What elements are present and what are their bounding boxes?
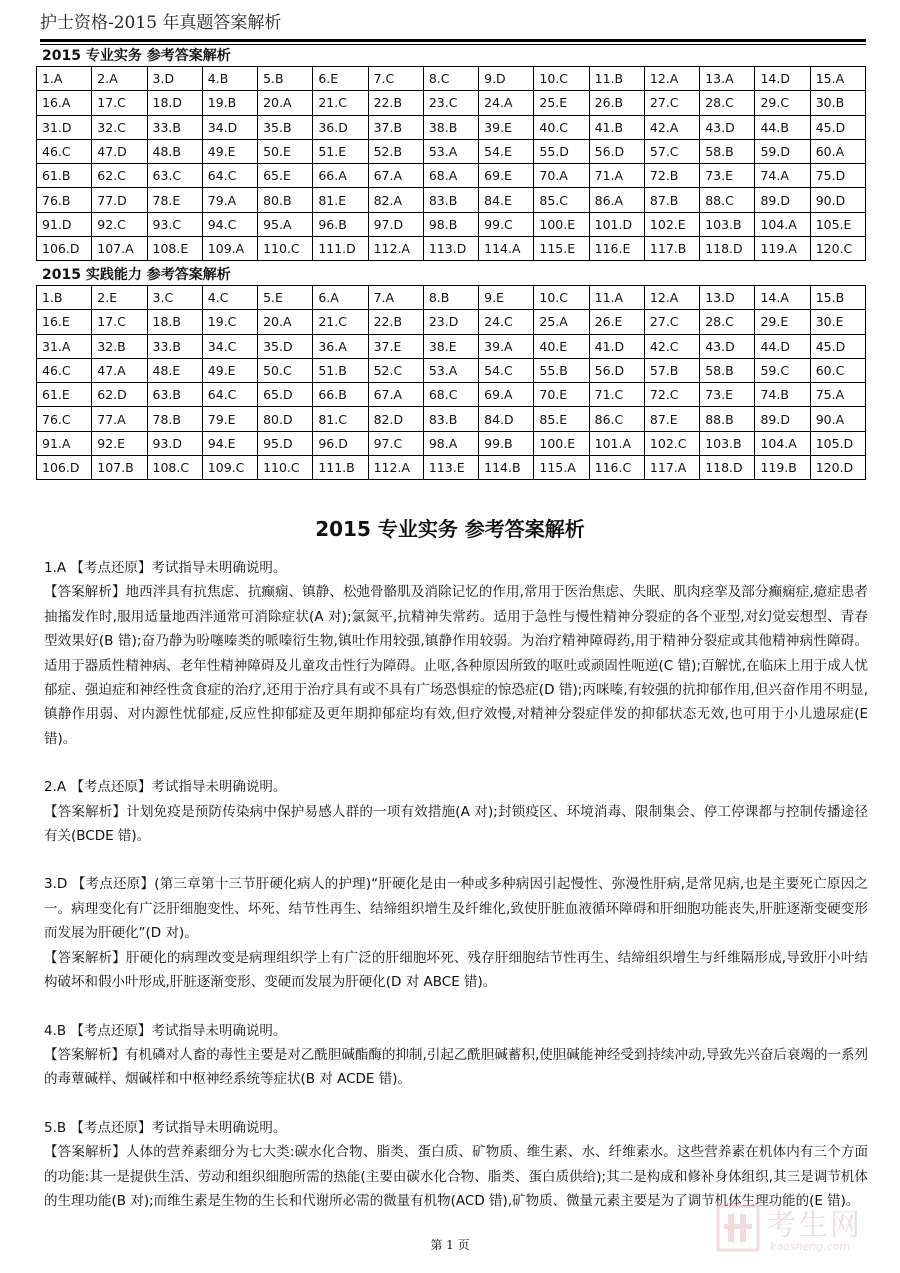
answer-cell: 48.E xyxy=(147,358,202,382)
answer-row xyxy=(37,212,866,236)
answer-cell: 50.E xyxy=(258,139,313,163)
answer-cell: 35.B xyxy=(258,115,313,139)
answer-cell: 57.B xyxy=(644,358,699,382)
explanation-analysis: 【答案解析】地西泮具有抗焦虑、抗癫痫、镇静、松弛骨骼肌及消除记忆的作用,常用于医治焦虑、失眠、肌肉痉挛及部分癫痫症,癔症患者抽搐发作时,服用适量地西泮通常可消除症状(A 对);氯氮平,抗精神失常药。适用于急性与慢性精神分裂症的各个亚型,对幻觉妄想型、青春型效果好(B 错);奋乃静为吩噻嗪类的哌嗪衍生物,镇吐作用较强,镇静作用较弱。为治疗精神障碍药,用于精神分裂症或其他精神病性障碍。适用于器质性精神病、老年性精神障碍及儿童攻击性行为障碍。止呕,各种原因所致的呕吐或顽固性呃逆(C 错);百解忧,在临床上用于成人忧郁症、强迫症和神经性贪食症的治疗,还用于治疗具有或不具有广场恐惧症的惊恐症(D 错);丙咪嗪,有较强的抗抑郁作用,但兴奋作用不明显,镇静作用弱、对内源性忧郁症,反应性抑郁症及更年期抑郁症均有效,但疗效慢,对精神分裂症伴发的抑郁状态无效,也可用于小儿遗尿症(E 错)。 xyxy=(44,584,868,747)
answer-cell: 67.A xyxy=(368,164,423,188)
explanation-item xyxy=(44,1116,868,1214)
watermark-text: 考生网 xyxy=(766,1208,862,1243)
watermark-logo-icon xyxy=(716,1204,760,1252)
answer-cell: 101.D xyxy=(589,212,644,236)
answer-cell: 32.C xyxy=(92,115,147,139)
answer-cell: 99.B xyxy=(479,431,534,455)
answer-cell: 40.C xyxy=(534,115,589,139)
answer-cell: 96.B xyxy=(313,212,368,236)
answer-cell: 72.B xyxy=(644,164,699,188)
answer-cell: 59.D xyxy=(755,139,810,163)
answer-cell: 88.C xyxy=(700,188,755,212)
answer-cell: 64.C xyxy=(202,383,257,407)
answer-cell: 107.A xyxy=(92,237,147,261)
explanation-item xyxy=(44,556,868,751)
answer-cell: 115.E xyxy=(534,237,589,261)
answer-cell: 8.B xyxy=(423,286,478,310)
answer-cell: 19.B xyxy=(202,91,257,115)
answer-cell: 37.E xyxy=(368,334,423,358)
answer-cell: 36.A xyxy=(313,334,368,358)
answer-cell: 31.A xyxy=(37,334,92,358)
page-number: 第 1 页 xyxy=(430,1238,470,1252)
answer-cell: 23.C xyxy=(423,91,478,115)
watermark xyxy=(716,1200,896,1260)
answer-cell: 17.C xyxy=(92,310,147,334)
answer-row xyxy=(37,139,866,163)
answer-cell: 18.D xyxy=(147,91,202,115)
answer-cell: 96.D xyxy=(313,431,368,455)
answer-cell: 110.C xyxy=(258,456,313,480)
answer-cell: 24.A xyxy=(479,91,534,115)
answer-cell: 116.E xyxy=(589,237,644,261)
answer-cell: 103.B xyxy=(700,212,755,236)
answer-cell: 27.C xyxy=(644,91,699,115)
answer-cell: 61.B xyxy=(37,164,92,188)
answer-cell: 83.B xyxy=(423,407,478,431)
answer-cell: 57.C xyxy=(644,139,699,163)
answer-cell: 49.E xyxy=(202,139,257,163)
answer-cell: 112.A xyxy=(368,237,423,261)
section1-answer-table xyxy=(36,66,866,261)
answer-cell: 39.E xyxy=(479,115,534,139)
answer-cell: 95.D xyxy=(258,431,313,455)
answer-cell: 68.C xyxy=(423,383,478,407)
answer-cell: 62.D xyxy=(92,383,147,407)
answer-cell: 8.C xyxy=(423,67,478,91)
section2-title: 2015 实践能力 参考答案解析 xyxy=(42,267,231,283)
answer-cell: 20.A xyxy=(258,310,313,334)
answer-cell: 14.A xyxy=(755,286,810,310)
answer-cell: 71.C xyxy=(589,383,644,407)
answer-cell: 114.A xyxy=(479,237,534,261)
answer-cell: 67.A xyxy=(368,383,423,407)
answer-cell: 73.E xyxy=(700,383,755,407)
answer-cell: 11.A xyxy=(589,286,644,310)
answer-cell: 51.E xyxy=(313,139,368,163)
answer-cell: 53.A xyxy=(423,139,478,163)
answer-cell: 95.A xyxy=(258,212,313,236)
answer-cell: 97.D xyxy=(368,212,423,236)
answer-cell: 102.C xyxy=(644,431,699,455)
answer-row xyxy=(37,91,866,115)
explanation-item xyxy=(44,775,868,848)
answer-cell: 63.B xyxy=(147,383,202,407)
answer-cell: 59.C xyxy=(755,358,810,382)
explanation-item xyxy=(44,1019,868,1092)
answer-cell: 21.C xyxy=(313,310,368,334)
explanation-analysis: 【答案解析】人体的营养素细分为七大类:碳水化合物、脂类、蛋白质、矿物质、维生素、水、纤维素水。这些营养素在机体内有三个方面的功能:其一是提供生活、劳动和组织细胞所需的热能(主要由碳水化合物、脂类、蛋白质供给);其二是构成和修补身体组织,其三是调节机体的生理功能(B 对);而维生素是生物的生长和代谢所必需的微量有机物(ACD 错),矿物质、微量元素主要是为了调节机体生理功能的(E 错)。 xyxy=(44,1144,868,1209)
answer-cell: 2.E xyxy=(92,286,147,310)
answer-cell: 106.D xyxy=(37,237,92,261)
answer-cell: 105.E xyxy=(810,212,865,236)
answer-cell: 104.A xyxy=(755,431,810,455)
answer-cell: 50.C xyxy=(258,358,313,382)
answer-cell: 82.A xyxy=(368,188,423,212)
answer-cell: 22.B xyxy=(368,91,423,115)
answer-row xyxy=(37,237,866,261)
answer-cell: 15.B xyxy=(810,286,865,310)
answer-cell: 52.C xyxy=(368,358,423,382)
answer-cell: 66.B xyxy=(313,383,368,407)
answer-cell: 99.C xyxy=(479,212,534,236)
answer-cell: 70.A xyxy=(534,164,589,188)
answer-cell: 94.E xyxy=(202,431,257,455)
answer-cell: 81.E xyxy=(313,188,368,212)
answer-cell: 58.B xyxy=(700,358,755,382)
answer-cell: 14.D xyxy=(755,67,810,91)
answer-cell: 119.B xyxy=(755,456,810,480)
answer-cell: 41.D xyxy=(589,334,644,358)
answer-cell: 118.D xyxy=(700,237,755,261)
answer-cell: 33.B xyxy=(147,334,202,358)
answer-cell: 80.B xyxy=(258,188,313,212)
answer-cell: 26.E xyxy=(589,310,644,334)
answer-cell: 91.D xyxy=(37,212,92,236)
answer-cell: 58.B xyxy=(700,139,755,163)
answer-cell: 7.C xyxy=(368,67,423,91)
answer-cell: 12.A xyxy=(644,67,699,91)
answer-cell: 33.B xyxy=(147,115,202,139)
watermark-subtext: kaosheng.com xyxy=(770,1240,851,1253)
answer-cell: 3.D xyxy=(147,67,202,91)
answer-cell: 103.B xyxy=(700,431,755,455)
answer-cell: 114.B xyxy=(479,456,534,480)
answer-cell: 2.A xyxy=(92,67,147,91)
answer-cell: 75.A xyxy=(810,383,865,407)
answer-cell: 88.B xyxy=(700,407,755,431)
answer-cell: 61.E xyxy=(37,383,92,407)
answer-cell: 11.B xyxy=(589,67,644,91)
answer-cell: 65.E xyxy=(258,164,313,188)
answer-cell: 75.D xyxy=(810,164,865,188)
answer-cell: 109.A xyxy=(202,237,257,261)
answer-cell: 105.D xyxy=(810,431,865,455)
answer-cell: 28.C xyxy=(700,91,755,115)
answer-cell: 73.E xyxy=(700,164,755,188)
answer-cell: 113.E xyxy=(423,456,478,480)
answer-cell: 65.D xyxy=(258,383,313,407)
answer-cell: 17.C xyxy=(92,91,147,115)
answer-cell: 69.A xyxy=(479,383,534,407)
answer-cell: 90.D xyxy=(810,188,865,212)
explanation-point: 5.B 【考点还原】考试指导未明确说明。 xyxy=(44,1119,287,1136)
answer-cell: 78.B xyxy=(147,407,202,431)
answer-row xyxy=(37,188,866,212)
answer-cell: 37.B xyxy=(368,115,423,139)
answer-cell: 41.B xyxy=(589,115,644,139)
explanation-analysis: 【答案解析】计划免疫是预防传染病中保护易感人群的一项有效措施(A 对);封锁疫区、环境消毒、限制集会、停工停课都与控制传播途径有关(BCDE 错)。 xyxy=(44,803,868,845)
answer-cell: 78.E xyxy=(147,188,202,212)
answer-cell: 18.B xyxy=(147,310,202,334)
answer-cell: 24.C xyxy=(479,310,534,334)
answer-cell: 74.A xyxy=(755,164,810,188)
answer-cell: 30.E xyxy=(810,310,865,334)
answer-cell: 36.D xyxy=(313,115,368,139)
answer-cell: 27.C xyxy=(644,310,699,334)
answer-cell: 39.A xyxy=(479,334,534,358)
answer-cell: 1.A xyxy=(37,67,92,91)
answer-cell: 116.C xyxy=(589,456,644,480)
answer-cell: 42.C xyxy=(644,334,699,358)
explanation-analysis: 【答案解析】肝硬化的病理改变是病理组织学上有广泛的肝细胞坏死、残存肝细胞结节性再生、结缔组织增生与纤维隔形成,导致肝小叶结构破坏和假小叶形成,肝脏逐渐变形、变硬而发展为肝硬化(D 对 ABCE 错)。 xyxy=(44,949,868,991)
answer-cell: 28.C xyxy=(700,310,755,334)
answer-cell: 13.D xyxy=(700,286,755,310)
answer-row xyxy=(37,431,866,455)
answer-cell: 79.E xyxy=(202,407,257,431)
answer-cell: 90.A xyxy=(810,407,865,431)
answer-cell: 82.D xyxy=(368,407,423,431)
answer-cell: 10.C xyxy=(534,67,589,91)
answer-cell: 4.C xyxy=(202,286,257,310)
answer-cell: 56.D xyxy=(589,358,644,382)
answer-cell: 120.C xyxy=(810,237,865,261)
answer-cell: 100.E xyxy=(534,431,589,455)
answer-cell: 9.E xyxy=(479,286,534,310)
answer-cell: 34.D xyxy=(202,115,257,139)
answer-cell: 29.E xyxy=(755,310,810,334)
answer-cell: 22.B xyxy=(368,310,423,334)
answer-cell: 10.C xyxy=(534,286,589,310)
answer-cell: 7.A xyxy=(368,286,423,310)
answer-cell: 35.D xyxy=(258,334,313,358)
answer-row xyxy=(37,358,866,382)
answer-cell: 77.D xyxy=(92,188,147,212)
answer-row xyxy=(37,164,866,188)
answer-cell: 38.B xyxy=(423,115,478,139)
answer-cell: 89.D xyxy=(755,188,810,212)
answer-cell: 86.C xyxy=(589,407,644,431)
answer-cell: 9.D xyxy=(479,67,534,91)
answer-cell: 55.D xyxy=(534,139,589,163)
answer-cell: 16.A xyxy=(37,91,92,115)
answer-cell: 45.D xyxy=(810,115,865,139)
answer-cell: 98.A xyxy=(423,431,478,455)
answer-row xyxy=(37,310,866,334)
answer-cell: 87.E xyxy=(644,407,699,431)
answer-cell: 5.E xyxy=(258,286,313,310)
answer-cell: 115.A xyxy=(534,456,589,480)
answer-cell: 101.A xyxy=(589,431,644,455)
explanation-point: 3.D 【考点还原】(第三章第十三节肝硬化病人的护理)“肝硬化是由一种或多种病因引起慢性、弥漫性肝病,是常见病,也是主要死亡原因之一。病理变化有广泛肝细胞变性、坏死、结节性再生、结缔组织增生及纤维化,致使肝脏血液循环障碍和肝细胞功能丧失,肝脏逐渐变硬变形而发展为肝硬化”(D 对)。 xyxy=(44,876,868,942)
answer-cell: 79.A xyxy=(202,188,257,212)
answer-cell: 43.D xyxy=(700,334,755,358)
explanation-analysis: 【答案解析】有机磷对人畜的毒性主要是对乙酰胆碱酯酶的抑制,引起乙酰胆碱蓄积,使胆碱能神经受到持续冲动,导致先兴奋后衰竭的一系列的毒蕈碱样、烟碱样和中枢神经系统等症状(B 对 ACDE 错)。 xyxy=(44,1046,868,1088)
main-title: 2015 专业实务 参考答案解析 xyxy=(315,517,585,541)
answer-cell: 38.E xyxy=(423,334,478,358)
answer-cell: 62.C xyxy=(92,164,147,188)
answer-cell: 48.B xyxy=(147,139,202,163)
answer-cell: 84.E xyxy=(479,188,534,212)
explanation-point: 4.B 【考点还原】考试指导未明确说明。 xyxy=(44,1022,287,1039)
answer-cell: 51.B xyxy=(313,358,368,382)
explanations xyxy=(44,556,868,1237)
answer-cell: 13.A xyxy=(700,67,755,91)
answer-cell: 45.D xyxy=(810,334,865,358)
answer-cell: 70.E xyxy=(534,383,589,407)
answer-cell: 119.A xyxy=(755,237,810,261)
answer-cell: 84.D xyxy=(479,407,534,431)
answer-row xyxy=(37,115,866,139)
answer-cell: 46.C xyxy=(37,139,92,163)
answer-cell: 69.E xyxy=(479,164,534,188)
section2-answer-table xyxy=(36,285,866,480)
answer-cell: 68.A xyxy=(423,164,478,188)
answer-cell: 111.D xyxy=(313,237,368,261)
answer-cell: 98.B xyxy=(423,212,478,236)
answer-cell: 117.A xyxy=(644,456,699,480)
answer-cell: 54.E xyxy=(479,139,534,163)
answer-cell: 21.C xyxy=(313,91,368,115)
answer-cell: 15.A xyxy=(810,67,865,91)
answer-cell: 56.D xyxy=(589,139,644,163)
answer-cell: 19.C xyxy=(202,310,257,334)
explanation-point: 1.A 【考点还原】考试指导未明确说明。 xyxy=(44,560,287,576)
answer-cell: 25.E xyxy=(534,91,589,115)
answer-cell: 4.B xyxy=(202,67,257,91)
answer-cell: 53.A xyxy=(423,358,478,382)
header-title: 护士资格-2015 年真题答案解析 xyxy=(40,13,282,33)
answer-cell: 74.B xyxy=(755,383,810,407)
answer-cell: 76.C xyxy=(37,407,92,431)
answer-row xyxy=(37,67,866,91)
answer-cell: 16.E xyxy=(37,310,92,334)
answer-cell: 52.B xyxy=(368,139,423,163)
answer-cell: 5.B xyxy=(258,67,313,91)
answer-row xyxy=(37,334,866,358)
answer-cell: 46.C xyxy=(37,358,92,382)
answer-cell: 104.A xyxy=(755,212,810,236)
answer-cell: 89.D xyxy=(755,407,810,431)
answer-cell: 47.D xyxy=(92,139,147,163)
answer-cell: 42.A xyxy=(644,115,699,139)
answer-cell: 66.A xyxy=(313,164,368,188)
answer-cell: 44.B xyxy=(755,115,810,139)
answer-cell: 80.D xyxy=(258,407,313,431)
answer-cell: 81.C xyxy=(313,407,368,431)
answer-cell: 63.C xyxy=(147,164,202,188)
answer-cell: 23.D xyxy=(423,310,478,334)
answer-cell: 26.B xyxy=(589,91,644,115)
answer-cell: 34.C xyxy=(202,334,257,358)
answer-row xyxy=(37,407,866,431)
answer-cell: 72.C xyxy=(644,383,699,407)
answer-cell: 92.E xyxy=(92,431,147,455)
answer-cell: 106.D xyxy=(37,456,92,480)
answer-cell: 47.A xyxy=(92,358,147,382)
answer-cell: 54.C xyxy=(479,358,534,382)
answer-cell: 43.D xyxy=(700,115,755,139)
answer-cell: 111.B xyxy=(313,456,368,480)
answer-cell: 40.E xyxy=(534,334,589,358)
answer-cell: 25.A xyxy=(534,310,589,334)
answer-cell: 113.D xyxy=(423,237,478,261)
answer-cell: 85.E xyxy=(534,407,589,431)
answer-cell: 112.A xyxy=(368,456,423,480)
answer-cell: 6.E xyxy=(313,67,368,91)
answer-cell: 44.D xyxy=(755,334,810,358)
answer-cell: 100.E xyxy=(534,212,589,236)
answer-cell: 91.A xyxy=(37,431,92,455)
answer-cell: 85.C xyxy=(534,188,589,212)
page-header xyxy=(40,8,866,42)
answer-cell: 93.C xyxy=(147,212,202,236)
answer-cell: 60.C xyxy=(810,358,865,382)
answer-cell: 108.E xyxy=(147,237,202,261)
answer-cell: 29.C xyxy=(755,91,810,115)
explanation-point: 2.A 【考点还原】考试指导未明确说明。 xyxy=(44,779,287,796)
explanation-item xyxy=(44,872,868,994)
answer-cell: 92.C xyxy=(92,212,147,236)
answer-cell: 117.B xyxy=(644,237,699,261)
answer-cell: 108.C xyxy=(147,456,202,480)
answer-cell: 64.C xyxy=(202,164,257,188)
answer-cell: 107.B xyxy=(92,456,147,480)
answer-cell: 97.C xyxy=(368,431,423,455)
answer-cell: 83.B xyxy=(423,188,478,212)
answer-cell: 93.D xyxy=(147,431,202,455)
answer-cell: 31.D xyxy=(37,115,92,139)
answer-cell: 30.B xyxy=(810,91,865,115)
answer-cell: 49.E xyxy=(202,358,257,382)
answer-cell: 3.C xyxy=(147,286,202,310)
answer-cell: 32.B xyxy=(92,334,147,358)
answer-cell: 87.B xyxy=(644,188,699,212)
answer-row xyxy=(37,383,866,407)
answer-cell: 76.B xyxy=(37,188,92,212)
answer-cell: 60.A xyxy=(810,139,865,163)
answer-row xyxy=(37,456,866,480)
section1-title: 2015 专业实务 参考答案解析 xyxy=(42,48,231,64)
answer-cell: 71.A xyxy=(589,164,644,188)
answer-cell: 55.B xyxy=(534,358,589,382)
answer-cell: 110.C xyxy=(258,237,313,261)
answer-cell: 102.E xyxy=(644,212,699,236)
answer-cell: 120.D xyxy=(810,456,865,480)
answer-cell: 77.A xyxy=(92,407,147,431)
answer-cell: 94.C xyxy=(202,212,257,236)
answer-cell: 6.A xyxy=(313,286,368,310)
answer-cell: 1.B xyxy=(37,286,92,310)
answer-cell: 109.C xyxy=(202,456,257,480)
answer-cell: 20.A xyxy=(258,91,313,115)
answer-cell: 86.A xyxy=(589,188,644,212)
answer-cell: 118.D xyxy=(700,456,755,480)
answer-cell: 12.A xyxy=(644,286,699,310)
answer-row xyxy=(37,286,866,310)
